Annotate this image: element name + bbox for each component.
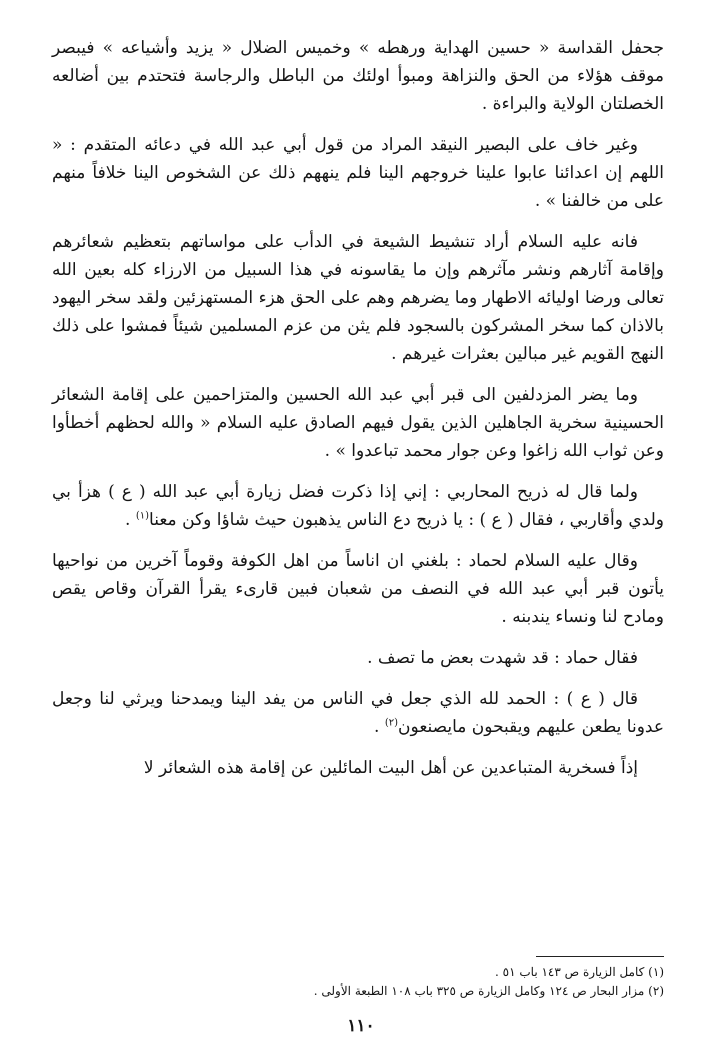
paragraph-8 xyxy=(52,685,664,741)
main-text xyxy=(52,34,664,795)
paragraph-3: فانه عليه السلام أراد تنشيط الشيعة في الدأب على مواساتهم بتعظيم شعائرهم وإقامة آثارهم ونشر مآثرهم وإن ما يقاسونه في هذا السبيل من الارزاء كله بعين الله تعالى ورضا اوليائه الاطهار وما يضرهم وهم على الحق هزء المستهزئين ولقد سخر اليهود بالاذان كما سخر المشركون بالسجود فلم يثن من عزم المسلمين شيئاً فمشوا على ذلك النهج القويم غير مبالين بعثرات غيرهم . xyxy=(52,232,664,364)
paragraph-6: وقال عليه السلام لحماد : بلغني ان اناساً من اهل الكوفة وقوماً آخرين من نواحيها يأتون قبر أبي عبد الله في النصف من شعبان فبين قارىء يقرأ القرآن وقاص يقص ومادح لنا ونساء يندبنه . xyxy=(52,551,664,627)
paragraph-5-tail: . xyxy=(125,510,136,530)
page-number: ١١٠ xyxy=(347,1016,375,1036)
paragraph-4: وما يضر المزدلفين الى قبر أبي عبد الله الحسين والمتزاحمين على إقامة الشعائر الحسينية سخرية الجاهلين الذين يقول فيهم الصادق عليه السلام « والله لحظهم أخطأوا وعن ثواب الله زاغوا وعن جوار محمد تباعدوا » . xyxy=(52,385,664,461)
footnote-1: (١) كامل الزيارة ص ١٤٣ باب ٥١ . xyxy=(495,965,664,979)
paragraph-8-tail: . xyxy=(374,717,385,737)
paragraph-1: جحفل القداسة « حسين الهداية ورهطه » وخميس الضلال « يزيد وأشياعه » فيبصر موقف هؤلاء من الحق والنزاهة ومبوأ اولئك من الباطل والرجاسة فتحتدم بين أضالعه الخصلتان الولاية والبراءة . xyxy=(52,38,664,114)
footnote-2: (٢) مزار البحار ص ١٢٤ وكامل الزيارة ص ٣٢٥ باب ١٠٨ الطبعة الأولى . xyxy=(313,984,664,998)
paragraph-5 xyxy=(52,478,664,534)
footnote-marker-2: (٢) xyxy=(384,717,399,729)
footnotes xyxy=(52,963,664,1001)
paragraph-9: إذاً فسخرية المتباعدين عن أهل البيت المائلين عن إقامة هذه الشعائر لا xyxy=(143,758,638,778)
paragraph-2: وغير خاف على البصير النيقد المراد من قول أبي عبد الله في دعائه المتقدم : « اللهم إن اعدائنا عابوا علينا خروجهم الينا فلم ينههم ذلك عن الشخوص الينا خلافاً منهم على من خالفنا » . xyxy=(52,135,664,211)
paragraph-8-text: قال ( ع ) : الحمد لله الذي جعل في الناس من يفد الينا ويمدحنا ويرثي لنا وجعل عدونا يطعن عليهم ويقبحون مايصنعون xyxy=(52,689,664,737)
footnote-divider xyxy=(536,956,664,957)
footnote-marker-1: (١) xyxy=(135,510,150,522)
paragraph-5-text: ولما قال له ذريح المحاربي : إني إذا ذكرت فضل زيارة أبي عبد الله ( ع ) هزأ بي ولدي وأقاربي ، فقال ( ع ) : يا ذريح دع الناس يذهبون حيث شاؤا وكن معنا xyxy=(52,482,664,530)
paragraph-7: فقال حماد : قد شهدت بعض ما تصف . xyxy=(367,648,638,668)
